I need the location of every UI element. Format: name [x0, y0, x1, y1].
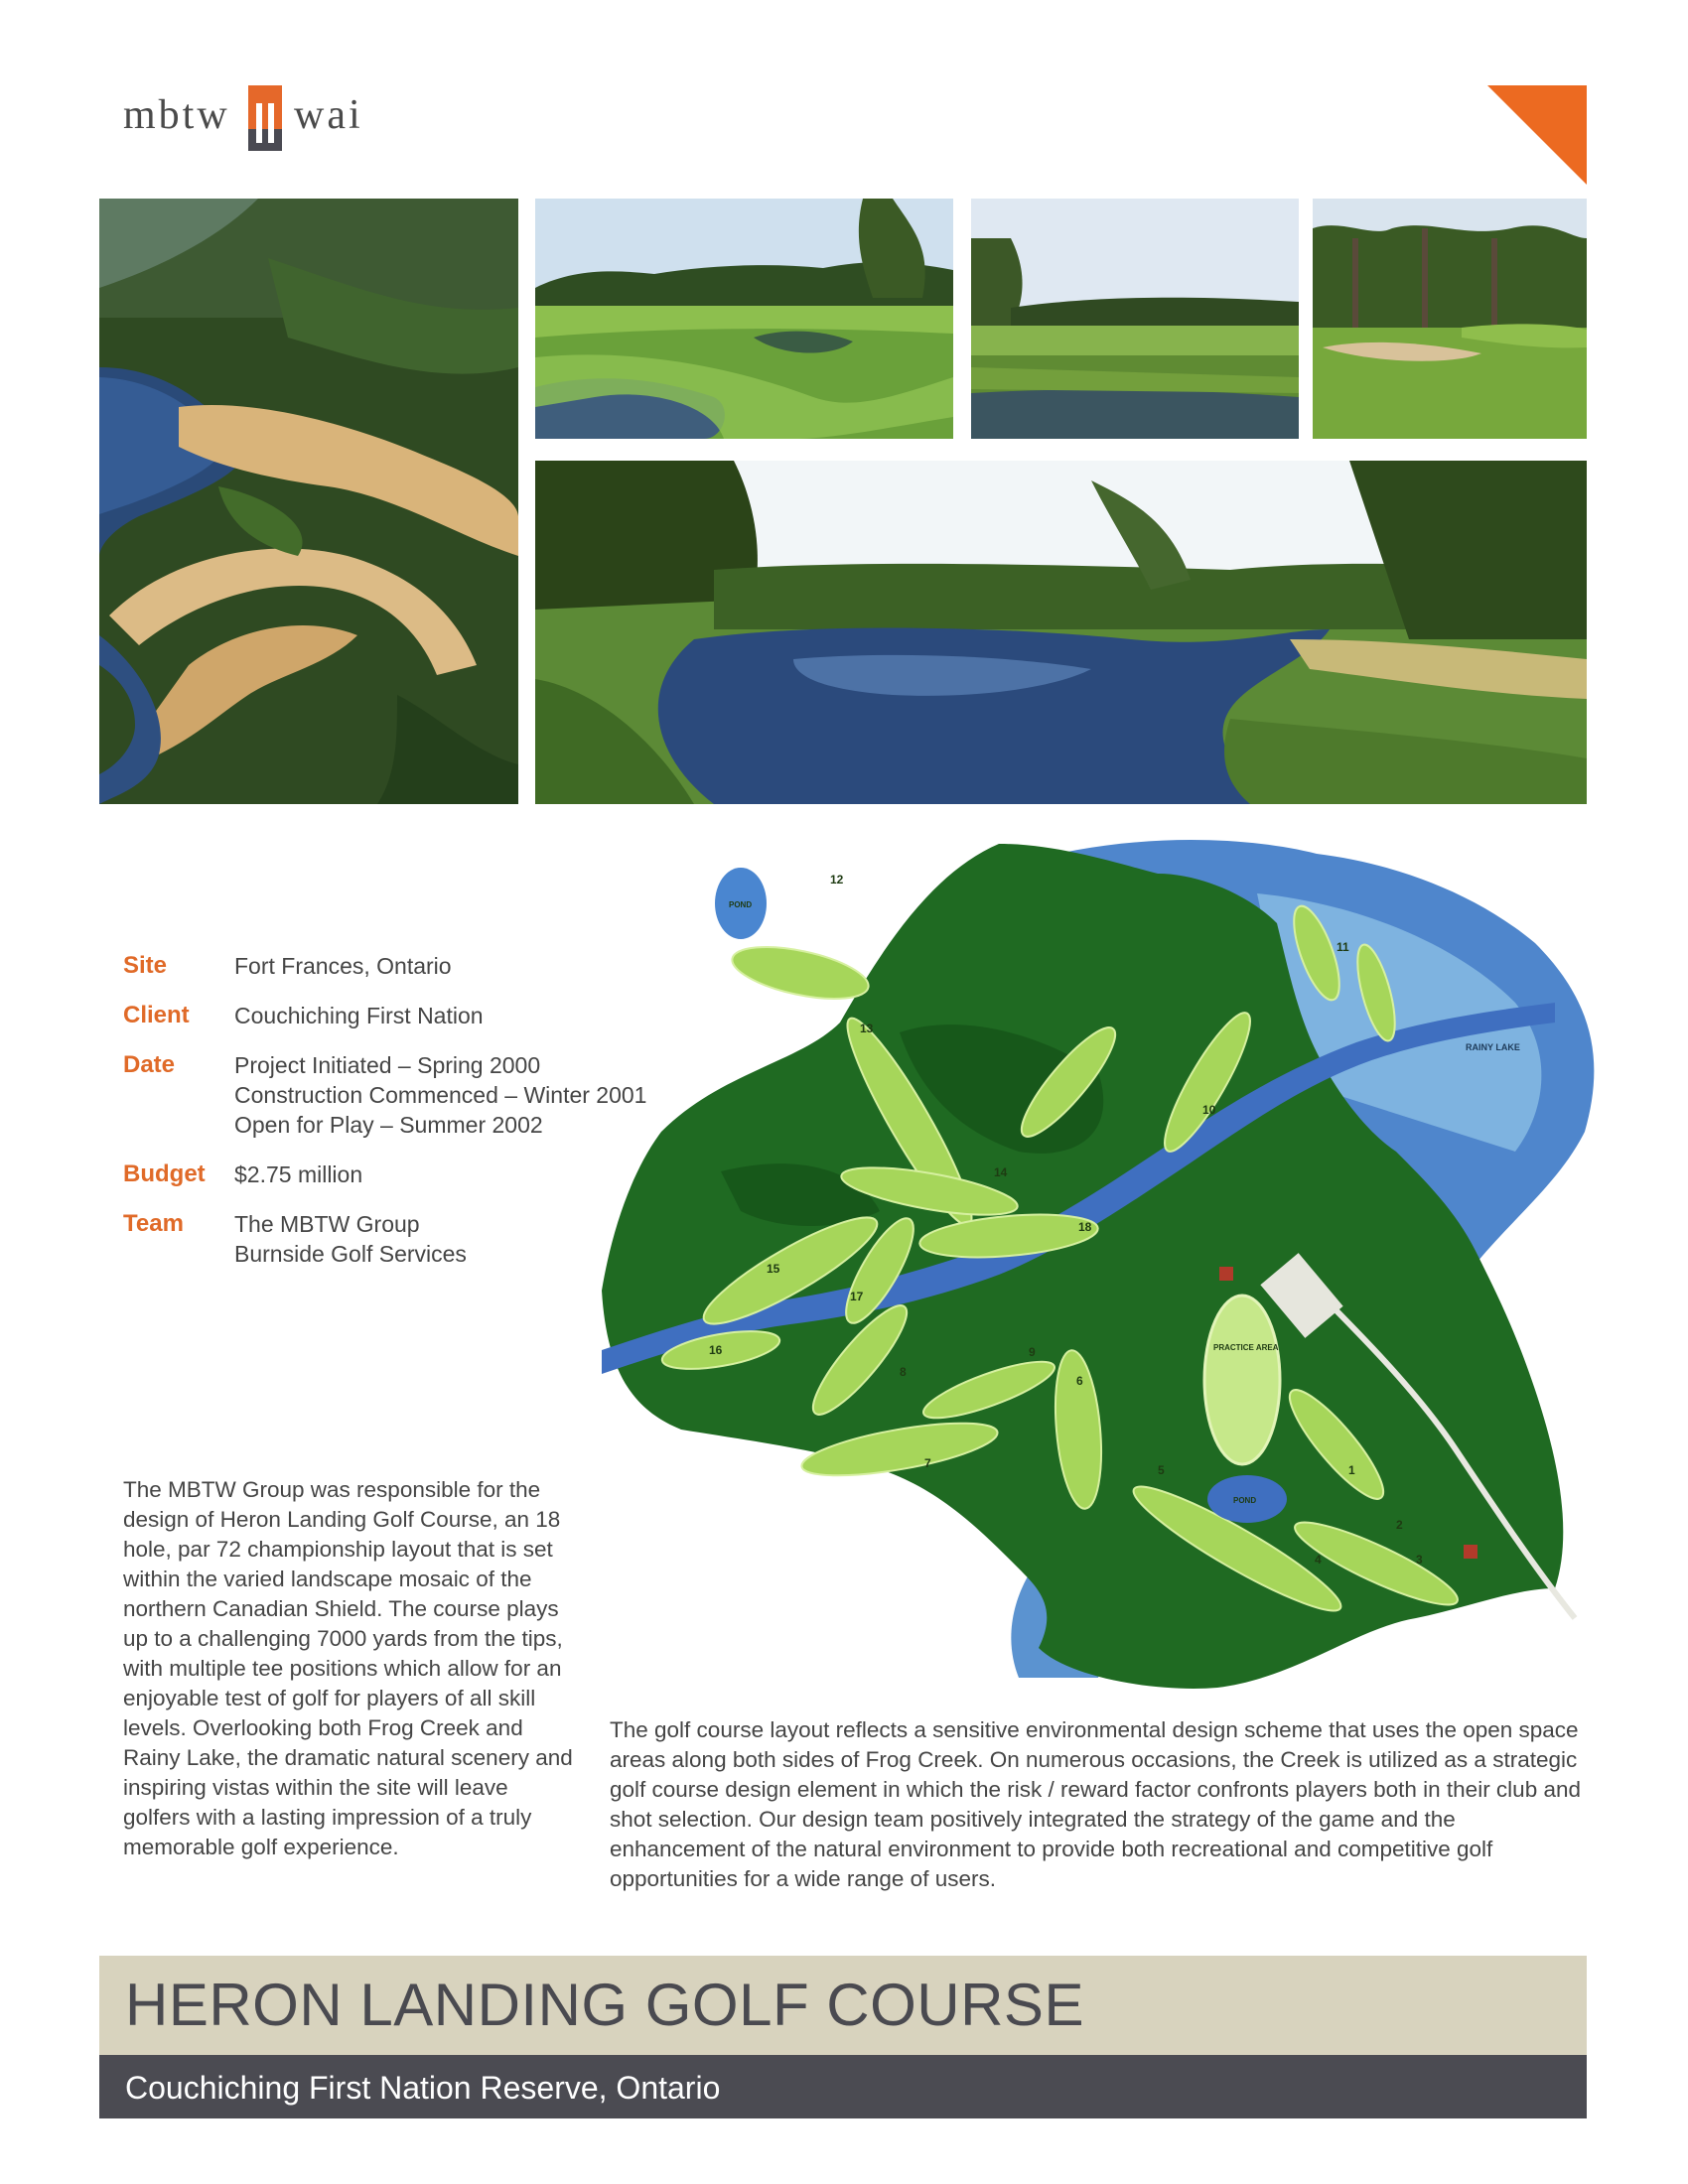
- fact-budget: [123, 1160, 679, 1189]
- fact-label: Team: [123, 1210, 184, 1237]
- practice-area: [1204, 1296, 1280, 1464]
- hole-number-10: 10: [1202, 1103, 1216, 1117]
- fact-value: Burnside Golf Services: [234, 1241, 467, 1267]
- pond-label: POND: [1233, 1496, 1257, 1505]
- hole-number-7: 7: [924, 1456, 931, 1470]
- hole-number-16: 16: [709, 1343, 723, 1357]
- logo-mark-icon: [248, 85, 282, 151]
- hole-number-11: 11: [1336, 940, 1349, 954]
- title-banner: [99, 1956, 1587, 2055]
- bunker-green-photo: [1313, 199, 1587, 439]
- subtitle-banner: [99, 2055, 1587, 2118]
- hole-number-15: 15: [767, 1262, 780, 1276]
- hole-number-1: 1: [1348, 1463, 1355, 1477]
- hole-number-6: 6: [1076, 1374, 1083, 1388]
- fact-value: Couchiching First Nation: [234, 1003, 484, 1028]
- hole-number-17: 17: [850, 1290, 864, 1303]
- hole-number-4: 4: [1315, 1553, 1322, 1567]
- building-icon: [1464, 1545, 1477, 1559]
- hole-number-3: 3: [1416, 1553, 1423, 1567]
- project-facts: [123, 951, 679, 1289]
- aerial-river-photo: [99, 199, 518, 804]
- fact-label: Client: [123, 1002, 190, 1028]
- fact-label: Date: [123, 1051, 176, 1078]
- fact-value: Construction Commenced – Winter 2001: [234, 1082, 647, 1108]
- practice-area-label: PRACTICE AREA: [1213, 1343, 1279, 1352]
- hole-number-12: 12: [830, 873, 844, 887]
- hole-number-18: 18: [1078, 1220, 1092, 1234]
- intro-paragraph: The MBTW Group was responsible for the design of Heron Landing Golf Course, an 18 hole, par 72 championship layout that is set within the varied landscape mosaic of the northern Canadian Shield. The course plays up to a challenging 7000 yards from the tips, with multiple tee positions which allow for an enjoyable test of golf for players of all skill levels. Overlooking both Frog Creek and Rainy Lake, the dramatic natural scenery and inspiring vistas within the site will leave golfers with a lasting impression of a truly memorable golf experience.: [123, 1477, 573, 1859]
- fact-value: Fort Frances, Ontario: [234, 953, 452, 979]
- fact-date: [123, 1050, 679, 1140]
- rainy-lake-label: RAINY LAKE: [1466, 1042, 1520, 1052]
- fact-value: Open for Play – Summer 2002: [234, 1112, 543, 1138]
- pond-label: POND: [729, 900, 753, 909]
- corner-triangle-icon: [1487, 85, 1587, 185]
- mbtw-wai-logo: [123, 83, 381, 153]
- hole-number-2: 2: [1396, 1518, 1403, 1532]
- hole-number-9: 9: [1029, 1345, 1036, 1359]
- hole-number-14: 14: [994, 1165, 1008, 1179]
- fact-site: [123, 951, 679, 981]
- fact-client: [123, 1001, 679, 1030]
- marsh-fairway-photo: [535, 199, 953, 439]
- hole-number-8: 8: [900, 1365, 907, 1379]
- fact-value: $2.75 million: [234, 1161, 363, 1187]
- hole-number-5: 5: [1158, 1463, 1165, 1477]
- logo-text-right: wai: [294, 92, 363, 138]
- fact-value: Project Initiated – Spring 2000: [234, 1052, 541, 1078]
- page-title: HERON LANDING GOLF COURSE: [125, 1972, 1084, 2038]
- logo-text-left: mbtw: [123, 92, 230, 138]
- fact-team: [123, 1209, 679, 1269]
- layout-paragraph: The golf course layout reflects a sensitive environmental design scheme that uses the open space areas along both sides of Frog Creek. On numerous occasions, the Creek is utilized as a strategic golf course design element in which the risk / reward factor confronts players both in their club and shot selection. Our design team positively integrated the strategy of the game and the enhancement of the natural environment to provide both recreational and competitive golf opportunities for a wide range of users.: [610, 1717, 1582, 1891]
- pond-green-photo: [971, 199, 1299, 439]
- golf-course-site-map: [602, 834, 1605, 1698]
- fact-label: Budget: [123, 1160, 206, 1187]
- fairway-hole: [728, 937, 873, 1009]
- fact-label: Site: [123, 952, 168, 979]
- clubhouse-icon: [1219, 1267, 1233, 1281]
- page-subtitle: Couchiching First Nation Reserve, Ontario: [125, 2070, 721, 2106]
- hole-number-13: 13: [860, 1022, 874, 1035]
- fact-value: The MBTW Group: [234, 1211, 420, 1237]
- creek-landscape-photo: [535, 461, 1587, 804]
